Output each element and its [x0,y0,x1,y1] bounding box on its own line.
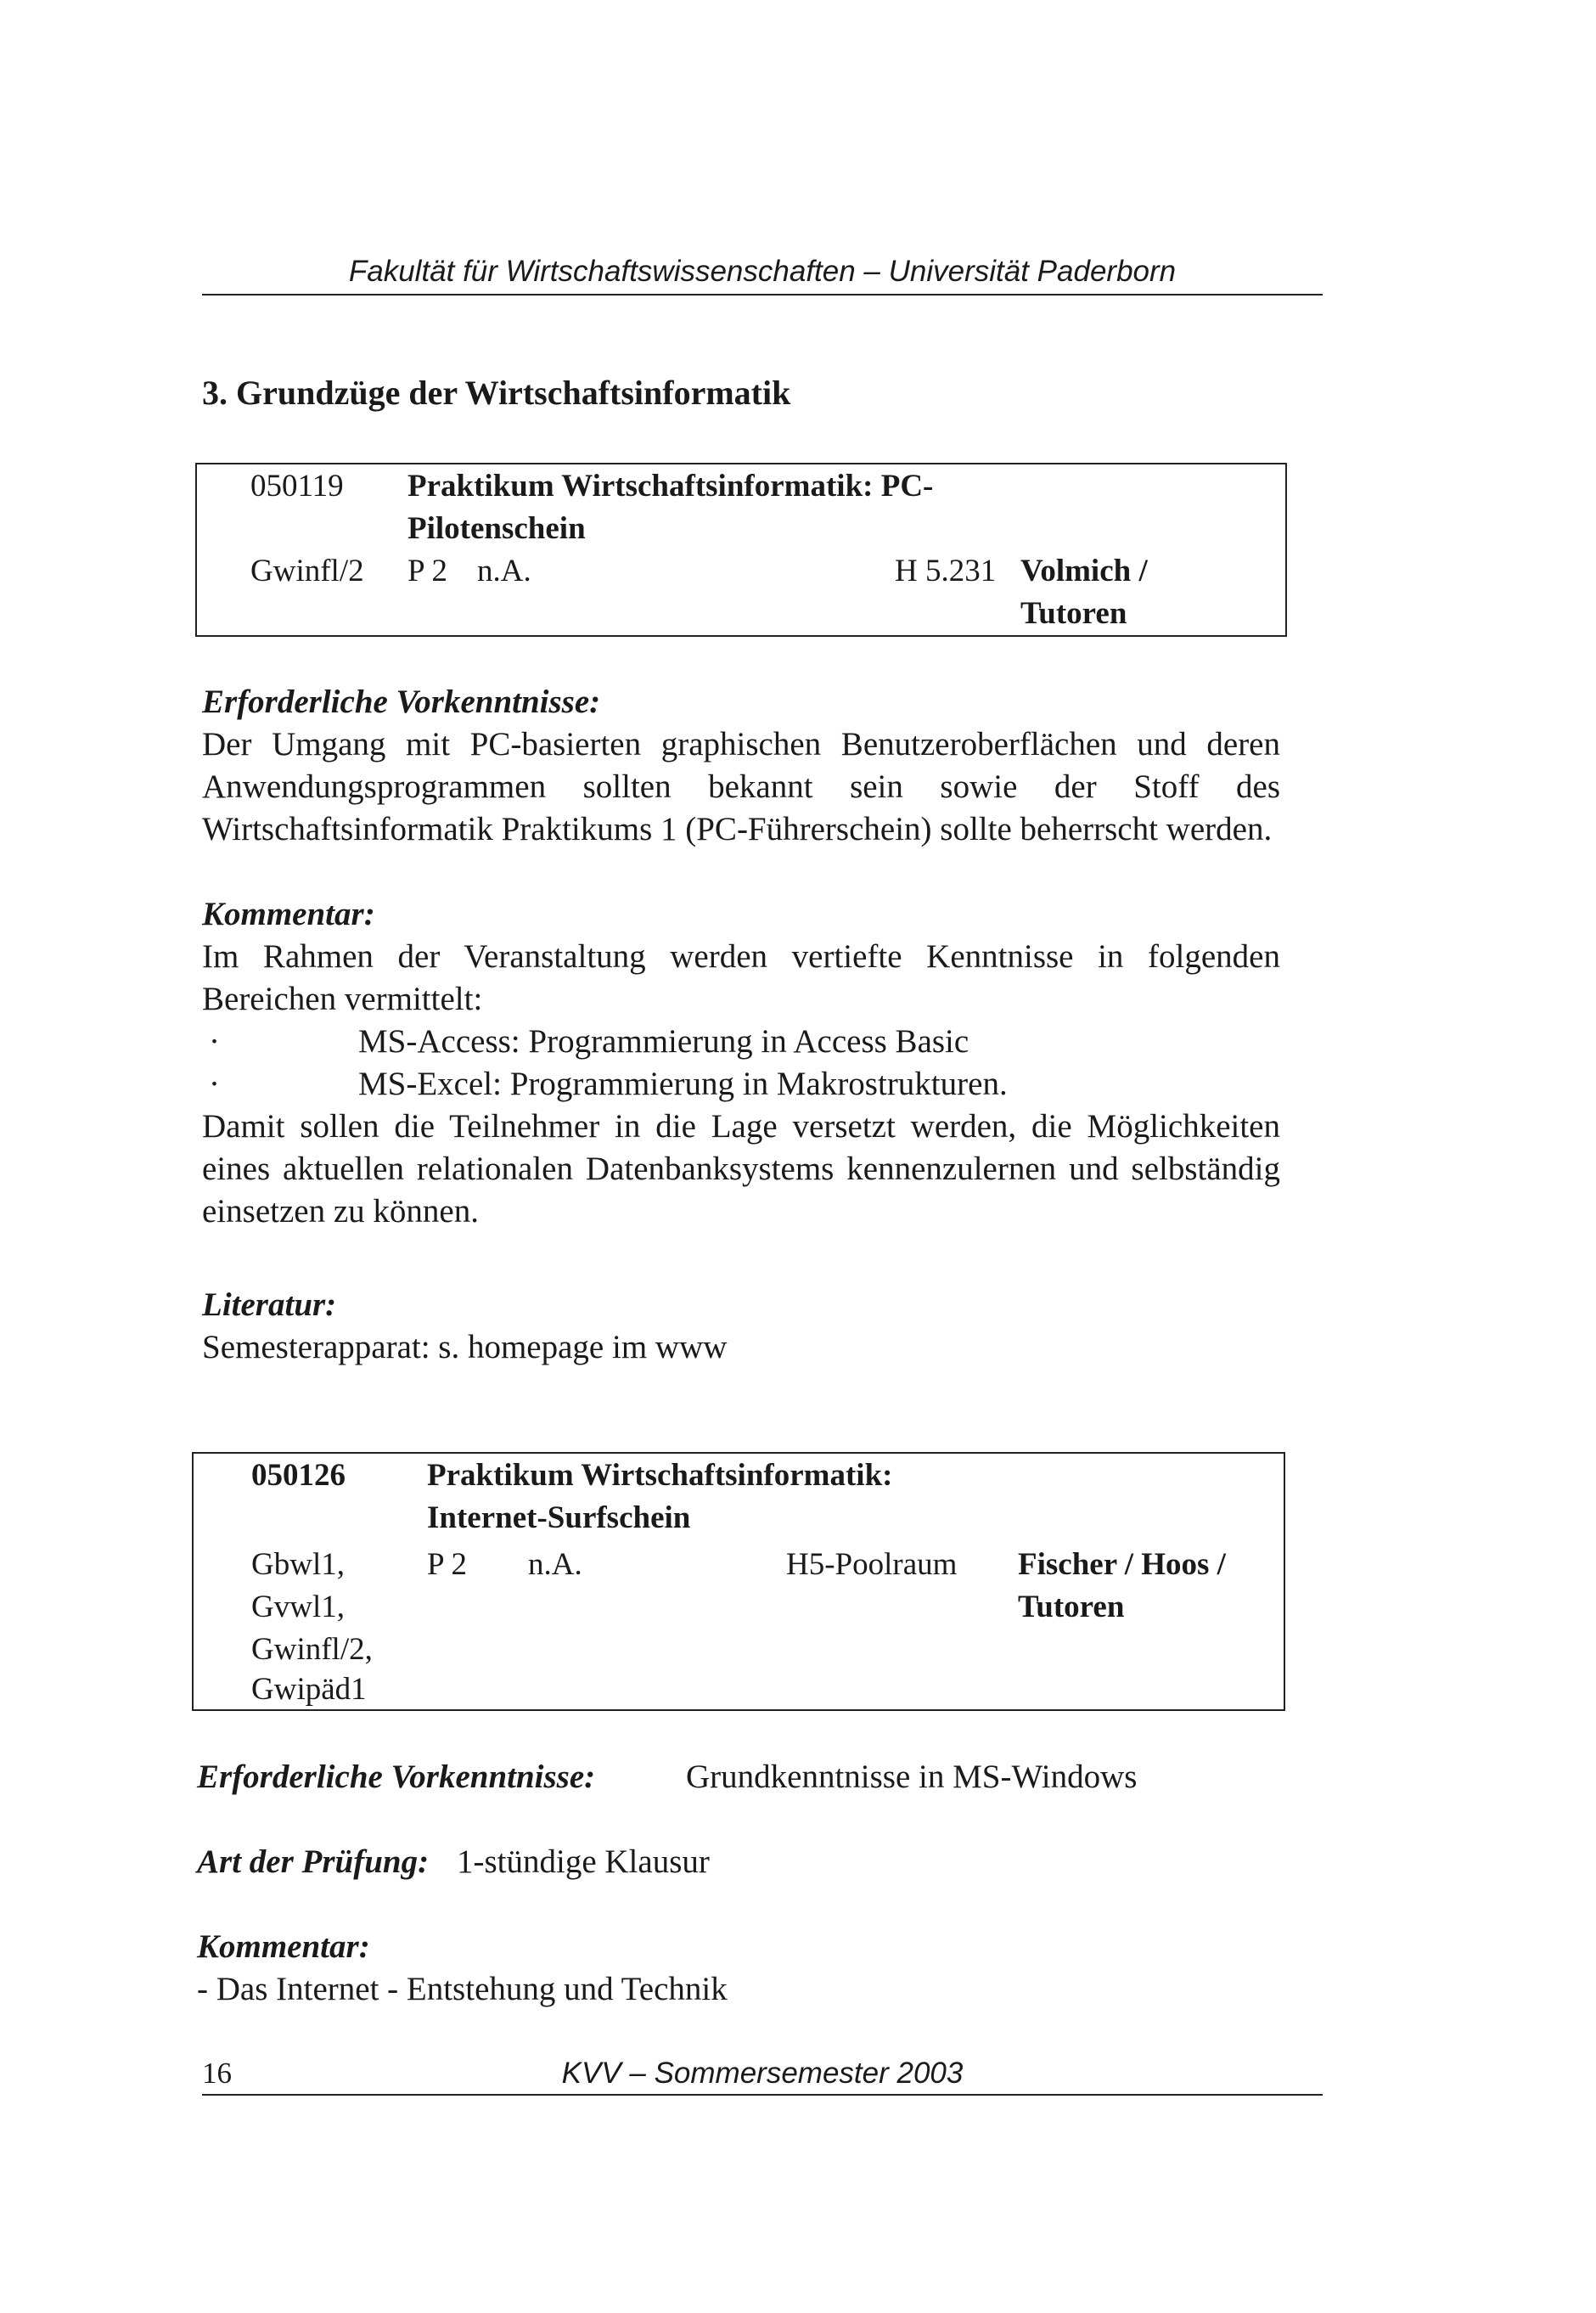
bullet-item-1: MS-Access: Programmierung in Access Basic [358,1023,969,1060]
prereq-label: Erforderliche Vorkenntnisse: [197,1759,596,1795]
comment-text: - Das Internet - Entstehung und Technik [197,1971,728,2007]
course-lecturer-line1: Fischer / Hoos / [1018,1547,1226,1582]
comment-intro-line-1: Im Rahmen der Veranstaltung werden vertiefte Kenntnisse in folgenden [202,938,1280,975]
comment-label: Kommentar: [202,896,375,932]
course-lecturer-line1: Volmich / [1020,554,1148,588]
bullet-marker: · [209,1066,220,1102]
course-title-line2: Internet-Surfschein [427,1500,691,1535]
course-program-2: Gvwl1, [251,1590,345,1624]
exam-text: 1-stündige Klausur [457,1843,710,1880]
course-lecturer-line2: Tutoren [1018,1590,1125,1624]
comment-intro-line-2: Bereichen vermittelt: [202,981,483,1017]
comment-outro-line-1: Damit sollen die Teilnehmer in die Lage versetzt werden, die Möglichkeiten [202,1108,1280,1145]
course-lecturer-line2: Tutoren [1020,596,1127,631]
course-box-050119 [195,463,1287,637]
course-number: 050126 [251,1458,346,1493]
course-program-3: Gwinfl/2, [251,1632,373,1667]
prereq-line-1: Der Umgang mit PC-basierten graphischen Benutzeroberflächen und deren [202,726,1280,763]
literature-text: Semesterapparat: s. homepage im www [202,1329,728,1365]
section-heading: 3. Grundzüge der Wirtschaftsinformatik [202,374,791,412]
course-type: P 2 [427,1547,467,1582]
bullet-item-2: MS-Excel: Programmierung in Makrostrukturen. [358,1066,1008,1102]
page-footer [202,2055,1323,2096]
course-time: n.A. [528,1547,582,1582]
course-title-line1: Praktikum Wirtschaftsinformatik: PC- [407,469,934,504]
bullet-marker: · [209,1023,220,1060]
prereq-label: Erforderliche Vorkenntnisse: [202,684,601,720]
course-program: Gwinfl/2 [250,554,364,588]
course-time: n.A. [477,554,531,588]
course-title-line2: Pilotenschein [407,511,586,546]
page-number: 16 [202,2057,232,2090]
page-header: Fakultät für Wirtschaftswissenschaften – Universität Paderborn [202,253,1323,295]
literature-label: Literatur: [202,1286,337,1323]
footer-title: KVV – Sommersemester 2003 [561,2057,964,2090]
prereq-text: Grundkenntnisse in MS-Windows [686,1759,1138,1795]
course-room: H5-Poolraum [786,1547,958,1582]
course-type: P 2 [407,554,447,588]
comment-outro-line-2: eines aktuellen relationalen Datenbanksystems kennenzulernen und selbständig [202,1151,1280,1187]
exam-label: Art der Prüfung: [197,1843,430,1880]
prereq-line-3: Wirtschaftsinformatik Praktikums 1 (PC-Führerschein) sollte beherrscht werden. [202,811,1273,847]
comment-outro-line-3: einsetzen zu können. [202,1193,479,1230]
course-title-line1: Praktikum Wirtschaftsinformatik: [427,1458,893,1493]
course-program-1: Gbwl1, [251,1547,345,1582]
course-room: H 5.231 [895,554,997,588]
comment-label: Kommentar: [197,1928,370,1965]
course-box-050126 [192,1452,1285,1711]
course-program-4: Gwipäd1 [251,1672,367,1707]
prereq-line-2: Anwendungsprogrammen sollten bekannt sein sowie der Stoff des [202,768,1280,805]
course-number: 050119 [250,469,344,504]
